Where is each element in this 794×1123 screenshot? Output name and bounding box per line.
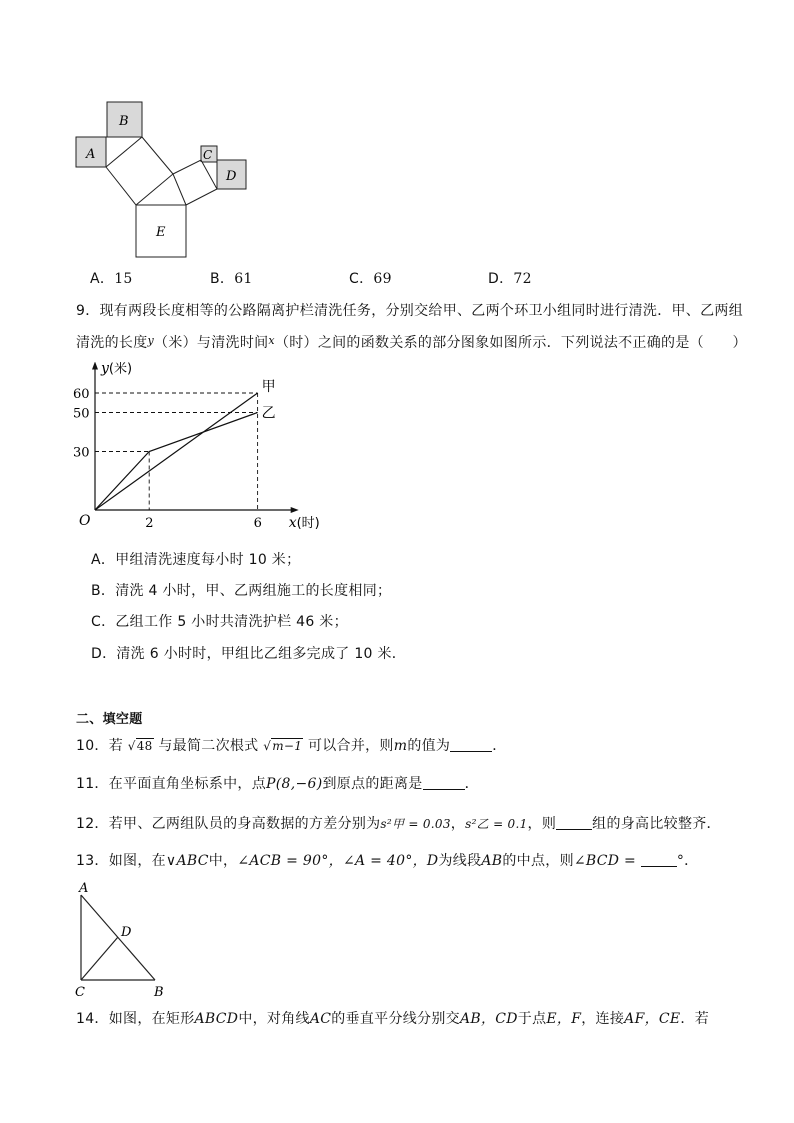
x-axis-arrow [291,507,299,513]
series-jia-label: 甲 [261,379,276,395]
origin-label: O [79,513,91,529]
q8-option-a: A．15 [90,271,133,287]
x-tick-label: 2 [145,516,154,531]
right-tilted-square [173,160,217,205]
q8-squares-figure [70,96,260,262]
q9-option-c: C．乙组工作 5 小时共清洗护栏 46 米； [91,614,348,630]
q8-option-b: B．61 [210,271,253,287]
left-tilted-square [106,137,173,205]
q13-answer-blank[interactable] [641,853,677,867]
q9-stem-line2: 清洗的长度$^y$（米）与清洗时间$^x$（时）之间的函数关系的部分图象如图所示．下列说法不正确的是（ ） [76,334,747,351]
label-c: C [203,148,213,162]
x-axis-label: x(时) [288,515,320,531]
label-a: A [86,147,96,162]
vertex-d: D [121,925,132,940]
q11-answer-blank[interactable] [423,776,465,790]
q13: 13．如图，在∨ABC中，∠ACB = 90°，∠A = 40°，D为线段AB的中点，则∠BCD = °． [76,853,699,869]
q12: 12．若甲、乙两组队员的身高数据的方差分别为s²甲 = 0.03，s²乙 = 0.1，则 组的身高比较整齐． [76,816,721,832]
section-title: 二、填空题 [76,712,143,727]
series-yi-label: 乙 [261,405,276,422]
q9-option-b: B．清洗 4 小时，甲、乙两组施工的长度相同； [91,583,392,599]
label-e: E [156,225,166,240]
q9-line-chart [70,362,320,532]
y-axis-label: y(米) [101,362,133,377]
vertex-c: C [75,985,85,1000]
vertex-a: A [79,881,89,896]
series-yi-line [95,413,258,511]
y-axis-arrow [92,362,98,370]
y-tick-label: 30 [73,445,90,461]
x-tick-label: 6 [253,516,262,531]
q8-option-c: C．69 [349,271,392,287]
q11: 11．在平面直角坐标系中，点P(8,−6)到原点的距离是 ． [76,776,479,792]
label-d: D [226,169,237,184]
q13-triangle-figure [70,878,170,1000]
q9-option-a: A．甲组清洗速度每小时 10 米； [91,552,301,568]
vertex-b: B [154,985,164,1000]
y-tick-label: 50 [73,406,90,422]
q9-option-d: D．清洗 6 小时时，甲组比乙组多完成了 10 米． [91,646,407,662]
q10-answer-blank[interactable] [450,738,492,752]
y-tick-label: 60 [73,387,90,402]
label-b: B [119,114,129,129]
q10: 10．若 √48 与最简二次根式 √m−1 可以合并，则m的值为 ． [76,738,507,754]
q9-stem-line1: 9．现有两段长度相等的公路隔离护栏清洗任务，分别交给甲、乙两个环卫小组同时进行清洗．甲、乙两组 [76,303,744,319]
q14: 14．如图，在矩形ABCD中，对角线AC的垂直平分线分别交AB，CD于点E，F，连接AF，CE．若 [76,1011,710,1027]
q12-answer-blank[interactable] [556,816,592,830]
q8-option-d: D．72 [488,271,532,287]
